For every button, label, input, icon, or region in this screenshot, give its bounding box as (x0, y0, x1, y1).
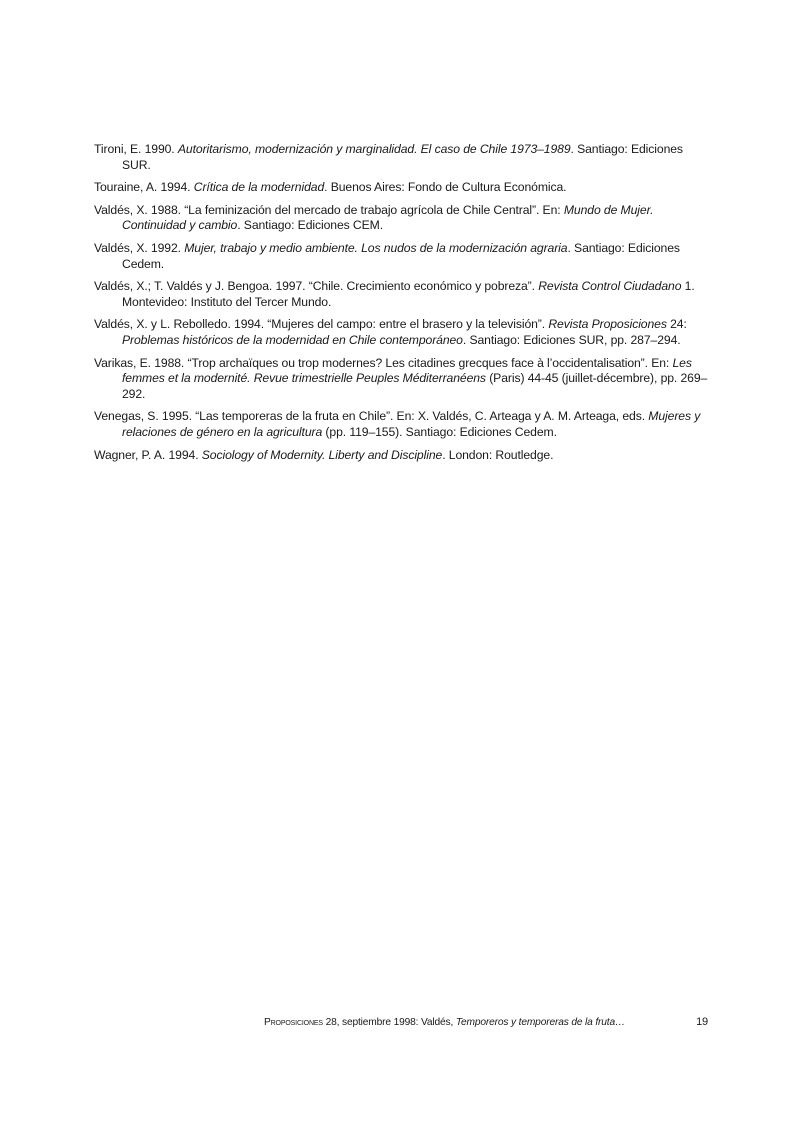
reference-title: Autoritarismo, modernización y marginalidad. El caso de Chile 1973–1989 (177, 142, 571, 156)
reference-entry (94, 241, 714, 272)
reference-title: Revista Proposiciones (548, 317, 667, 332)
reference-entry (94, 203, 714, 234)
reference-author: Tironi, E. 1990. (94, 142, 175, 156)
reference-title: Revista Control Ciudadano (538, 279, 682, 294)
reference-publication: . Santiago: Ediciones SUR. (122, 142, 683, 172)
footer-article-title: Temporeros y temporeras de la fruta… (455, 1017, 626, 1028)
reference-publication: . London: Routledge. (442, 447, 554, 462)
reference-publication: (pp. 119–155). Santiago: Ediciones Cedem. (322, 424, 557, 439)
reference-author-article: Valdés, X. y L. Rebolledo. 1994. “Mujeres del campo: entre el brasero y la televisión”. (94, 317, 546, 332)
reference-entry (94, 317, 714, 348)
reference-author-article: Varikas, E. 1988. “Trop archaïques ou trop modernes? Les citadines grecques face à l’occidentalisation”. En: (94, 355, 670, 370)
reference-author: Wagner, P. A. 1994. (94, 447, 199, 462)
reference-publication: 1. Montevideo: Instituto del Tercer Mundo. (122, 279, 695, 309)
reference-publication: . Buenos Aires: Fondo de Cultura Económica. (324, 180, 567, 195)
reference-publication: . Santiago: Ediciones CEM. (237, 218, 383, 233)
reference-publication: . Santiago: Ediciones SUR, pp. 287–294. (462, 332, 681, 347)
reference-title: Sociology of Modernity. Liberty and Discipline (201, 447, 443, 462)
footer-journal-name: Proposiciones (264, 1017, 323, 1028)
reference-entry (94, 448, 714, 464)
reference-publication: (Paris) 44-45 (juillet-décembre), pp. 269–292. (122, 371, 708, 401)
reference-entry (94, 279, 714, 310)
page-footer (264, 1016, 708, 1029)
reference-title: Mujeres y relaciones de género en la agricultura (122, 409, 701, 439)
reference-title: Mujer, trabajo y medio ambiente. Los nudos de la modernización agraria (184, 240, 568, 255)
reference-title: Les femmes et la modernité. Revue trimestrielle Peuples Méditerranéens (122, 355, 692, 386)
reference-author-article: Valdés, X. 1988. “La feminización del mercado de trabajo agrícola de Chile Central”. En: (94, 202, 561, 217)
reference-author-article: Venegas, S. 1995. “Las temporeras de la fruta en Chile”. En: X. Valdés, C. Arteaga y A. M. Arteaga, eds. (94, 409, 645, 424)
reference-subtitle: Problemas históricos de la modernidad en Chile contemporáneo (122, 332, 463, 347)
reference-entry (94, 180, 714, 196)
reference-title: Crítica de la modernidad (193, 180, 325, 195)
footer-issue-info: 28, septiembre 1998: Valdés, (322, 1017, 456, 1028)
reference-author: Touraine, A. 1994. (94, 180, 191, 195)
reference-title: Mundo de Mujer. Continuidad y cambio (122, 202, 654, 233)
reference-author-article: Valdés, X.; T. Valdés y J. Bengoa. 1997. “Chile. Crecimiento económico y pobreza”. (94, 279, 535, 294)
page-number: 19 (696, 1016, 708, 1028)
reference-publication: . Santiago: Ediciones Cedem. (122, 240, 680, 271)
reference-entry (94, 142, 714, 173)
reference-issue: 24: (666, 317, 687, 332)
reference-entry (94, 409, 714, 440)
reference-list (94, 142, 714, 470)
reference-entry (94, 356, 714, 403)
reference-author: Valdés, X. 1992. (94, 240, 181, 255)
